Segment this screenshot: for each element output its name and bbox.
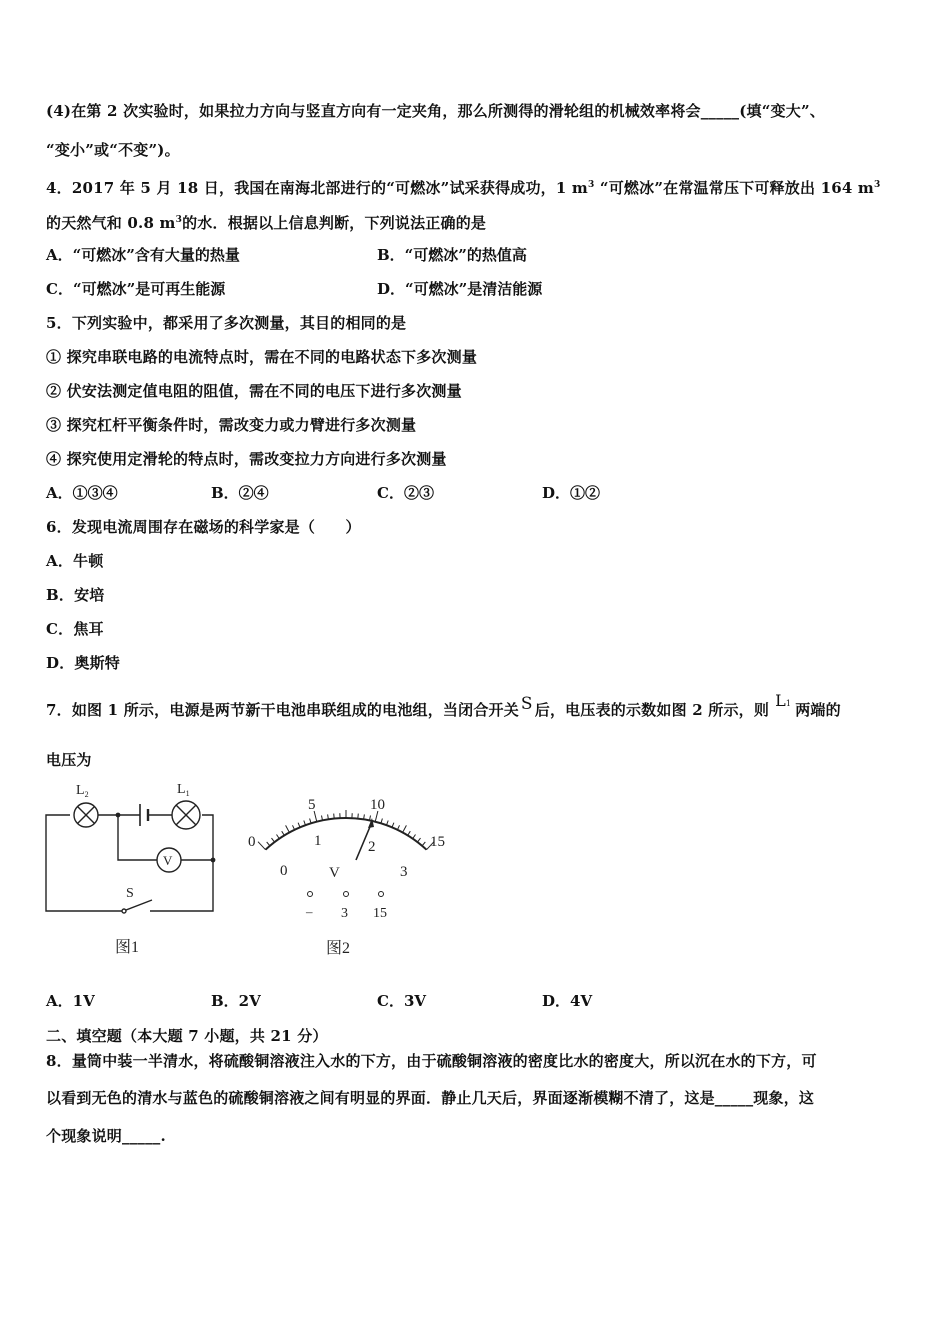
caption-fig2: 图2 [326, 940, 351, 957]
lower-tick-1: 1 [314, 833, 322, 849]
dial-tick [403, 825, 407, 832]
q4-stem-line2: 的天然气和 0.8 $m^3$的水．根据以上信息判断，下列说法正确的是 [46, 214, 487, 232]
q7-option-b: B．2V [211, 992, 261, 1010]
terminal-3 [344, 892, 349, 897]
upper-tick-15: 15 [430, 834, 445, 850]
q5-stem: 5．下列实验中，都采用了多次测量，其目的相同的是 [46, 314, 407, 332]
q4-option-d: D．“可燃冰”是清洁能源 [377, 280, 543, 298]
q8-line1: 8．量筒中装一半清水，将硫酸铜溶液注入水的下方，由于硫酸铜溶液的密度比水的密度大，所以沉在水的下方，可 [46, 1052, 817, 1070]
q7-option-d: D．4V [542, 992, 593, 1010]
caption-fig1: 图1 [115, 939, 140, 956]
q8-line2: 以看到无色的清水与蓝色的硫酸铜溶液之间有明显的界面．静止几天后，界面逐渐模糊不清了，这是_____现象，这 [46, 1089, 815, 1107]
q6-stem: 6．发现电流周围存在磁场的科学家是（ ） [46, 518, 361, 536]
dial-tick [258, 842, 266, 850]
q7-option-a: A．1V [46, 992, 95, 1010]
voltmeter-wire-left [118, 815, 157, 860]
q5-option-b: B．②④ [211, 484, 269, 502]
lower-tick-3: 3 [400, 864, 408, 880]
q5-item-4: ④ 探究使用定滑轮的特点时，需改变拉力方向进行多次测量 [46, 450, 447, 468]
q3-part4-line1: (4)在第 2 次实验时，如果拉力方向与竖直方向有一定夹角，那么所测得的滑轮组的机械效率将会_____(填“变大”、 [46, 102, 825, 120]
q5-option-d: D．①② [542, 484, 601, 502]
q5-option-c: C．②③ [377, 484, 434, 502]
q8-line3: 个现象说明_____. [46, 1127, 166, 1145]
q7-stem-line1: 7．如图 1 所示，电源是两节新干电池串联组成的电池组，当闭合开关 S 后，电压表的示数如图 2 所示，则 L1 两端的 [46, 691, 841, 719]
upper-tick-0: 0 [248, 834, 256, 850]
upper-tick-5: 5 [308, 797, 316, 813]
label-l1: $L_1$ [177, 782, 190, 798]
circuit-wire-left [46, 815, 122, 911]
q4-stem-line1: 4．2017 年 5 月 18 日，我国在南海北部进行的“可燃冰”试采获得成功，1 $m^3$ “可燃冰”在常温常压下可释放出 164 $m^3$ [46, 179, 881, 197]
q3-part4-line2: “变小”或“不变”)。 [46, 141, 180, 159]
lower-tick-0: 0 [280, 863, 288, 879]
terminal-label-negative: – [306, 904, 313, 919]
label-l2: $L_2$ [76, 783, 89, 799]
section2-title: 二、填空题（本大题 7 小题，共 21 分） [46, 1027, 328, 1045]
q6-option-d: D．奥斯特 [46, 654, 121, 672]
terminal-label-15: 15 [373, 906, 387, 921]
terminal-label-3: 3 [341, 906, 348, 921]
q4-option-c: C．“可燃冰”是可再生能源 [46, 280, 226, 298]
q4-option-a: A．“可燃冰”含有大量的热量 [46, 246, 240, 264]
q5-item-2: ② 伏安法测定值电阻的阻值，需在不同的电压下进行多次测量 [46, 382, 462, 400]
q5-item-3: ③ 探究杠杆平衡条件时，需改变力或力臂进行多次测量 [46, 416, 417, 434]
lamp-symbol: L1 [775, 691, 792, 710]
lower-tick-2: 2 [368, 839, 376, 855]
q6-option-a: A．牛顿 [46, 552, 104, 570]
q7-stem-line2: 电压为 [46, 751, 92, 769]
terminal-15 [379, 892, 384, 897]
upper-tick-10: 10 [370, 797, 385, 813]
q6-option-c: C．焦耳 [46, 620, 104, 638]
q5-option-a: A．①③④ [46, 484, 118, 502]
unit-label: V [329, 865, 340, 881]
switch-contact [122, 909, 126, 913]
label-s: S [126, 886, 134, 901]
circuit-diagram [40, 776, 230, 966]
q5-item-1: ① 探究串联电路的电流特点时，需在不同的电路状态下多次测量 [46, 348, 478, 366]
q6-option-b: B．安培 [46, 586, 105, 604]
switch-symbol: S [520, 694, 533, 714]
label-v: V [163, 853, 173, 868]
dial-tick [286, 825, 290, 832]
switch-lever [126, 900, 152, 910]
q7-option-c: C．3V [377, 992, 427, 1010]
q4-option-b: B．“可燃冰”的热值高 [377, 246, 527, 264]
voltmeter-dial [240, 788, 460, 966]
circuit-wire-right [150, 815, 213, 911]
terminal-negative [308, 892, 313, 897]
dial-tick-marks [258, 810, 434, 850]
dial-arc [266, 818, 427, 850]
